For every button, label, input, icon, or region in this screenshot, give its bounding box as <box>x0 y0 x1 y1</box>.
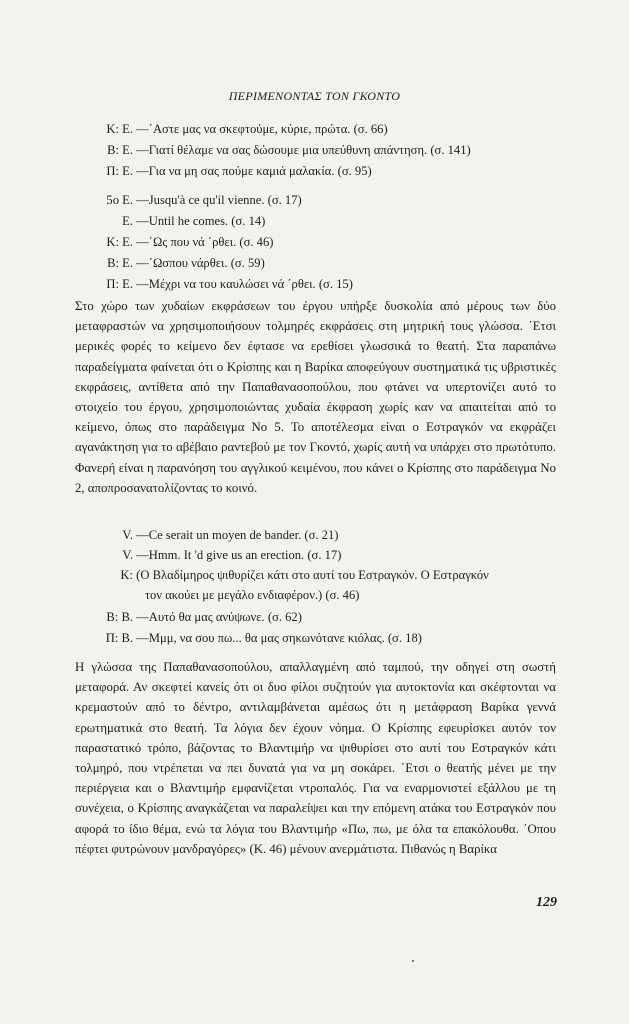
speaker-label: Π: Ε. <box>106 164 133 178</box>
speaker-label: V. <box>122 528 133 542</box>
dialogue-line <box>75 191 302 210</box>
speaker-label: Κ: Ε. <box>106 235 133 249</box>
dialogue-line <box>75 608 302 627</box>
dialogue-line <box>75 566 489 585</box>
body-paragraph-1: Στο χώρο των χυδαίων εκφράσεων του έργου υπήρξε δυσκολία από μέρους των δύο μεταφραστών να χρησιμοποιήσουν τολμηρές εκφράσεις στη μητρική τους γλώσσα. ΄Ετσι μερικές φορές το κείμενο δεν έφτασε να ερεθίσει γλωσσικά το θεατή. Στα παραπάνω παραδείγματα φαίνεται ότι ο Κρίσπης και η Βαρίκα αποφεύγουν συστηματικά τις υβριστικές εκφράσεις, αντίθετα από την Παπαθανασοπούλου, που φτάνει να υπερτονίζει αυτό το στοιχείο του έργου, χρησιμοποιώντας χυδαία έκφραση χωρίς καν να απαιτείται από το κείμενο, όπως στο παράδειγμα Νο 5. Το αποτέλεσμα είναι ο Εστραγκόν να εκφράζει αγανάκτηση για το αβέβαιο ραντεβού με τον Γκοντό, χωρίς αυτή να υπάρχει στο πρωτότυπο. Φανερή είναι η παρανόηση του αγγλικού κειμένου, που κάνει ο Κρίσπης στο παράδειγμα Νο 2, αποπροσανατολίζοντας το κοινό. <box>75 299 556 495</box>
dialogue-text: —Jusqu'à ce qu'il vienne. (σ. 17) <box>136 193 302 207</box>
dialogue-text: —Until he comes. (σ. 14) <box>136 214 266 228</box>
dialogue-text: —Hmm. It 'd give us an erection. (σ. 17) <box>136 548 342 562</box>
dialogue-line <box>75 141 471 160</box>
dialogue-text: —Ce serait un moyen de bander. (σ. 21) <box>136 528 339 542</box>
body-paragraph-2: Η γλώσσα της Παπαθανασοπούλου, απαλλαγμένη από ταμπού, την οδηγεί στη σωστή μεταφορά. Αν σκεφτεί κανείς ότι οι δυο φίλοι συζητούν για αυτοκτονία και σκέφτονται να κρεμαστούν από το δέντρο, αντιλαμβάνεται αμέσως ότι η μετάφραση Βαρίκα γεννά ερωτηματικά στο θεατή. Τα λόγια δεν έχουν νόημα. Ο Κρίσπης εφευρίσκει αυτόν τον παραστατικό τρόπο, βάζοντας το Βλαντιμήρ να ψιθυρίσει στο αυτί του Εστραγκόν κάτι τολμηρό, που ντρέπεται να πει δυνατά για να μη σοκάρει. ΄Ετσι ο θεατής μένει με την περιέργεια και ο Βλαντιμήρ εμφανίζεται ντροπαλός. Για να εναρμονιστεί εξάλλου με τη συνέχεια, ο Κρίσπης αναγκάζεται να παραλείψει και την επόμενη ατάκα του Εστραγκόν που αφορά το ίδιο θέμα, ενώ τα λόγια του Βλαντιμήρ «Πω, πω, με όλα τα επακόλουθα. ΄Οπου πέφτει φυτρώνουν μανδραγόρες» (Κ. 46) μένουν ανερμάτιστα. Πιθανώς η Βαρίκα <box>75 660 556 856</box>
dialogue-line <box>75 629 422 648</box>
dialogue-text: —Για να μη σας πούμε καμιά μαλακία. (σ. 95) <box>136 164 372 178</box>
speaker-label: Κ: <box>120 568 133 582</box>
dialogue-text: τον ακούει με μεγάλο ενδιαφέρον.) (σ. 46) <box>145 588 360 602</box>
dialogue-text: —Μμμ, να σου πω... θα μας σηκωνότανε κιόλας. (σ. 18) <box>136 631 422 645</box>
speaker-label: V. <box>122 548 133 562</box>
dialogue-line <box>75 275 353 294</box>
dialogue-text: —Γιατί θέλαμε να σας δώσουμε μια υπεύθυνη απάντηση. (σ. 141) <box>136 143 471 157</box>
dialogue-line <box>75 212 265 231</box>
running-head: ΠΕΡΙΜΕΝΟΝΤΑΣ ΤΟΝ ΓΚΟΝΤΟ <box>228 89 401 103</box>
speaker-label: Ε. <box>122 214 133 228</box>
dialogue-line <box>75 120 388 139</box>
dialogue-line <box>75 233 273 252</box>
speaker-label: 5ο Ε. <box>106 193 133 207</box>
dialogue-text: (Ο Βλαδίμηρος ψιθυρίζει κάτι στο αυτί του Εστραγκόν. Ο Εστραγκόν <box>136 568 489 582</box>
dialogue-line-continuation <box>145 586 359 605</box>
speaker-label: Β: Β. <box>106 610 133 624</box>
scan-speck <box>412 960 414 962</box>
dialogue-line <box>75 526 338 545</box>
dialogue-text: —΄Ωσπου νάρθει. (σ. 59) <box>136 256 265 270</box>
dialogue-text: —Αυτό θα μας ανύψωνε. (σ. 62) <box>136 610 302 624</box>
page-number: 129 <box>536 895 557 910</box>
dialogue-line <box>75 546 341 565</box>
dialogue-line <box>75 162 372 181</box>
dialogue-line <box>75 254 265 273</box>
dialogue-text: —Μέχρι να του καυλώσει νά ΄ρθει. (σ. 15) <box>136 277 353 291</box>
dialogue-text: —΄Ως που νά ΄ρθει. (σ. 46) <box>136 235 274 249</box>
speaker-label: Β: Ε. <box>107 256 133 270</box>
speaker-label: Π: Β. <box>105 631 133 645</box>
speaker-label: Π: Ε. <box>106 277 133 291</box>
dialogue-text: —΄Αστε μας να σκεφτούμε, κύριε, πρώτα. (σ. 66) <box>136 122 388 136</box>
speaker-label: Κ: Ε. <box>106 122 133 136</box>
speaker-label: Β: Ε. <box>107 143 133 157</box>
